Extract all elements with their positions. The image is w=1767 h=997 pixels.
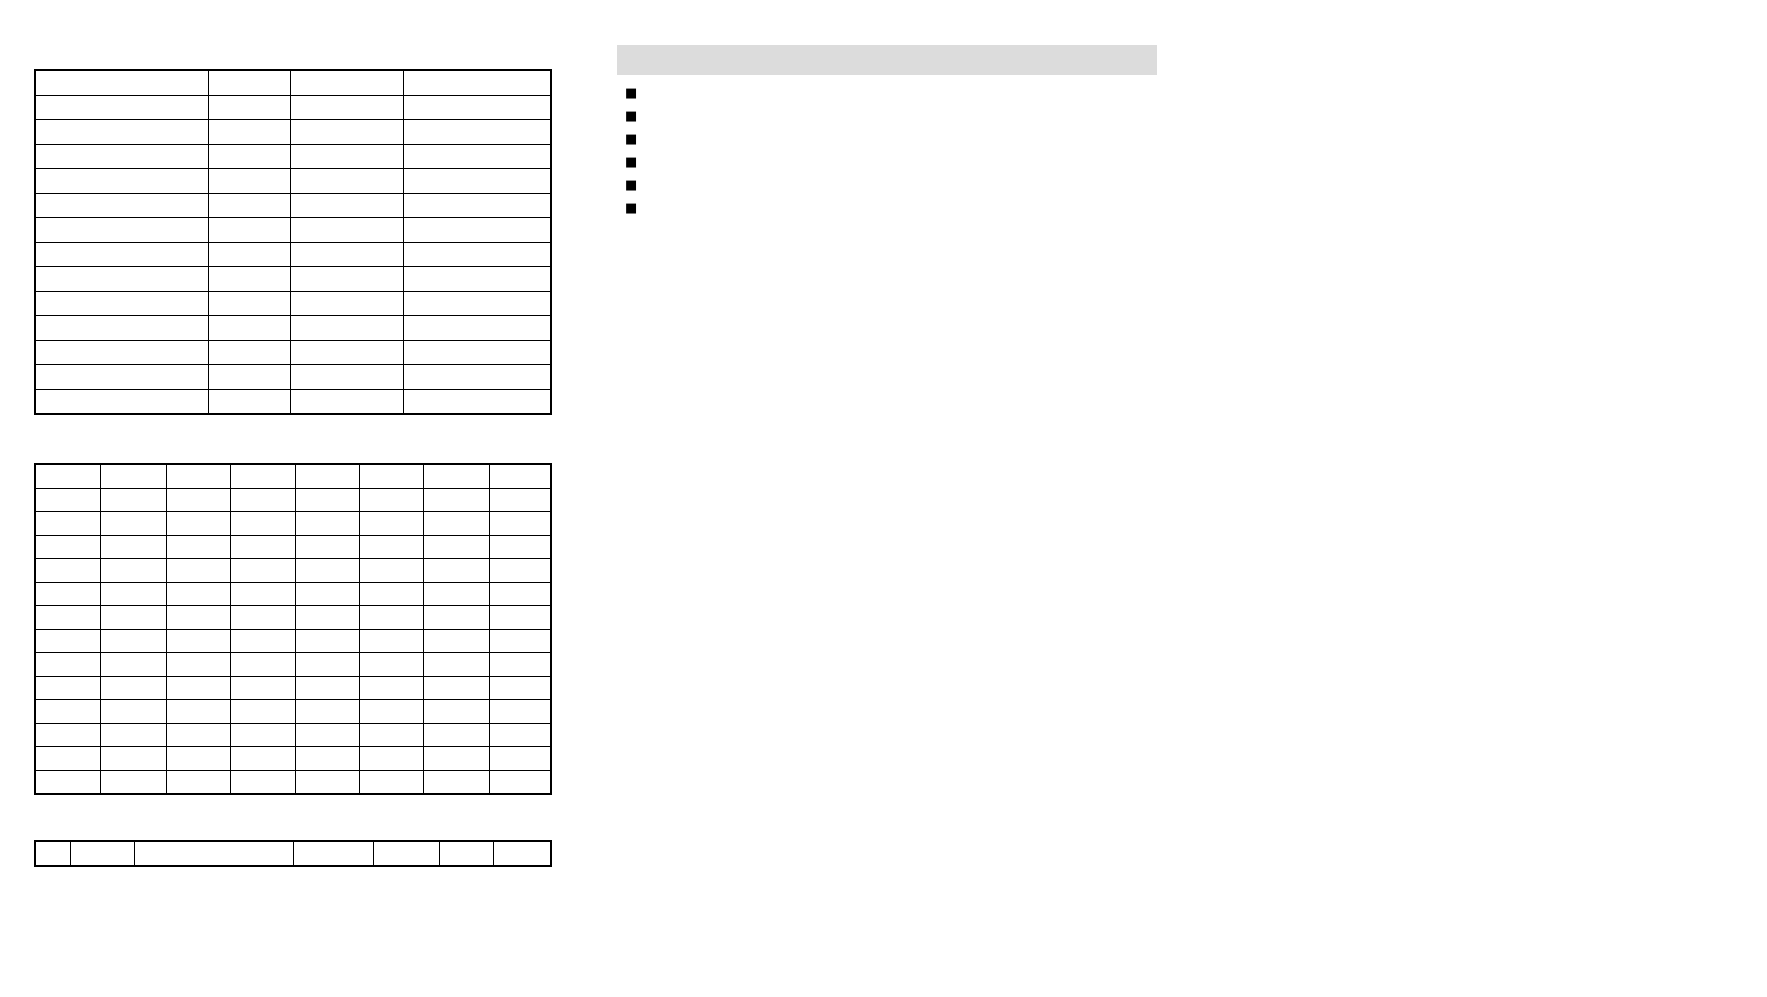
- district-header-row: [35, 464, 551, 488]
- worship-cell: [404, 389, 551, 414]
- notice-heading: [625, 153, 1165, 172]
- district-header-cell: [423, 464, 489, 488]
- worship-cell: [290, 267, 404, 292]
- worship-cell: [404, 291, 551, 316]
- district-header-cell: [230, 464, 296, 488]
- worship-cell: [404, 95, 551, 120]
- district-cell: [166, 770, 230, 794]
- worship-cell: [35, 144, 208, 169]
- district-cell: [489, 770, 551, 794]
- district-header-cell: [360, 464, 424, 488]
- district-cell: [423, 559, 489, 583]
- district-cell: [166, 747, 230, 771]
- district-cell: [360, 770, 424, 794]
- district-cell: [230, 606, 296, 630]
- district-cell: [423, 770, 489, 794]
- district-cell: [489, 653, 551, 677]
- worship-cell: [290, 193, 404, 218]
- district-cell: [166, 723, 230, 747]
- worship-cell: [290, 340, 404, 365]
- district-cell: [489, 700, 551, 724]
- worship-cell: [290, 95, 404, 120]
- district-header-cell: [296, 464, 360, 488]
- district-row: [35, 770, 551, 794]
- district-cell: [166, 512, 230, 536]
- worship-cell: [35, 291, 208, 316]
- meeting-heading: [625, 130, 1165, 149]
- worship-cell: [404, 242, 551, 267]
- worship-row: [35, 120, 551, 145]
- district-cell: [101, 582, 167, 606]
- worship-header-cell: [404, 70, 551, 95]
- district-cell: [423, 723, 489, 747]
- district-cell: [35, 723, 101, 747]
- district-row: [35, 629, 551, 653]
- worship-cell: [208, 95, 290, 120]
- worship-row: [35, 291, 551, 316]
- worship-row: [35, 316, 551, 341]
- worship-cell: [35, 169, 208, 194]
- worship-row: [35, 218, 551, 243]
- district-cell: [230, 770, 296, 794]
- worship-header-cell: [35, 70, 208, 95]
- district-cell: [360, 629, 424, 653]
- worship-row: [35, 242, 551, 267]
- visitor-header-cell: [294, 841, 374, 866]
- visitor-header-cell: [374, 841, 440, 866]
- visitor-header-cell: [35, 841, 71, 866]
- district-cell: [489, 723, 551, 747]
- district-cell: [423, 653, 489, 677]
- staff-news-heading: [625, 176, 1165, 195]
- district-cell: [296, 770, 360, 794]
- district-cell: [166, 535, 230, 559]
- district-cell: [35, 629, 101, 653]
- district-cell: [230, 629, 296, 653]
- worship-cell: [35, 365, 208, 390]
- district-cell: [296, 747, 360, 771]
- district-cell: [360, 747, 424, 771]
- district-row: [35, 559, 551, 583]
- worship-cell: [208, 267, 290, 292]
- worship-cell: [208, 316, 290, 341]
- district-cell: [360, 676, 424, 700]
- district-row: [35, 700, 551, 724]
- worship-cell: [290, 291, 404, 316]
- worship-cell: [35, 218, 208, 243]
- district-cell: [489, 488, 551, 512]
- visitor-header-cell: [135, 841, 294, 866]
- district-cell: [423, 582, 489, 606]
- worship-cell: [208, 144, 290, 169]
- worship-cell: [290, 242, 404, 267]
- district-row: [35, 535, 551, 559]
- district-cell: [101, 653, 167, 677]
- district-cell: [35, 770, 101, 794]
- worship-cell: [290, 218, 404, 243]
- visitor-header-cell: [71, 841, 135, 866]
- district-cell: [360, 723, 424, 747]
- district-cell: [35, 559, 101, 583]
- district-cell: [360, 653, 424, 677]
- worship-cell: [35, 120, 208, 145]
- district-cell: [101, 512, 167, 536]
- worship-cell: [208, 218, 290, 243]
- district-cell: [101, 535, 167, 559]
- prayer-heading: [625, 84, 1165, 103]
- district-cell: [230, 512, 296, 536]
- worship-row: [35, 267, 551, 292]
- worship-header-cell: [290, 70, 404, 95]
- love-feast-heading: [625, 199, 1165, 218]
- district-row: [35, 512, 551, 536]
- visitors-header-row: [35, 841, 551, 866]
- district-cell: [230, 747, 296, 771]
- district-cell: [166, 559, 230, 583]
- district-cell: [35, 747, 101, 771]
- district-cell: [166, 582, 230, 606]
- worship-schedule-table: [34, 69, 552, 415]
- district-cell: [166, 629, 230, 653]
- worship-row: [35, 389, 551, 414]
- district-row: [35, 653, 551, 677]
- district-cell: [423, 606, 489, 630]
- district-cell: [101, 606, 167, 630]
- new-family-table: [34, 840, 552, 867]
- district-cell: [296, 606, 360, 630]
- district-cell: [423, 535, 489, 559]
- district-cell: [101, 723, 167, 747]
- district-worship-table: [34, 463, 552, 795]
- district-cell: [489, 629, 551, 653]
- district-row: [35, 676, 551, 700]
- worship-cell: [290, 389, 404, 414]
- worship-row: [35, 340, 551, 365]
- worship-cell: [290, 365, 404, 390]
- district-cell: [296, 629, 360, 653]
- district-cell: [423, 747, 489, 771]
- worship-cell: [208, 340, 290, 365]
- worship-cell: [35, 242, 208, 267]
- district-cell: [101, 700, 167, 724]
- district-row: [35, 582, 551, 606]
- district-cell: [230, 535, 296, 559]
- worship-cell: [35, 340, 208, 365]
- district-cell: [230, 700, 296, 724]
- district-cell: [35, 653, 101, 677]
- district-cell: [230, 582, 296, 606]
- district-cell: [489, 676, 551, 700]
- worship-cell: [404, 365, 551, 390]
- district-cell: [423, 512, 489, 536]
- worship-cell: [208, 169, 290, 194]
- worship-cell: [404, 169, 551, 194]
- district-cell: [230, 559, 296, 583]
- district-row: [35, 747, 551, 771]
- district-row: [35, 723, 551, 747]
- district-row: [35, 488, 551, 512]
- worship-cell: [35, 95, 208, 120]
- district-cell: [360, 559, 424, 583]
- district-cell: [423, 700, 489, 724]
- district-cell: [489, 582, 551, 606]
- district-cell: [101, 629, 167, 653]
- district-cell: [35, 676, 101, 700]
- district-header-cell: [35, 464, 101, 488]
- district-cell: [296, 512, 360, 536]
- district-cell: [296, 582, 360, 606]
- district-cell: [296, 700, 360, 724]
- district-cell: [35, 582, 101, 606]
- district-cell: [230, 653, 296, 677]
- district-cell: [166, 676, 230, 700]
- worship-cell: [404, 316, 551, 341]
- district-cell: [296, 535, 360, 559]
- district-cell: [360, 488, 424, 512]
- district-header-cell: [101, 464, 167, 488]
- district-cell: [35, 700, 101, 724]
- visitor-header-cell: [493, 841, 551, 866]
- district-cell: [489, 535, 551, 559]
- worship-cell: [208, 389, 290, 414]
- worship-cell: [290, 316, 404, 341]
- district-cell: [423, 629, 489, 653]
- worship-row: [35, 144, 551, 169]
- district-cell: [360, 606, 424, 630]
- worship-header-cell: [208, 70, 290, 95]
- district-cell: [489, 606, 551, 630]
- district-cell: [360, 582, 424, 606]
- church-news-title: [617, 45, 1157, 75]
- district-cell: [101, 488, 167, 512]
- worship-cell: [404, 340, 551, 365]
- worship-cell: [35, 267, 208, 292]
- worship-cell: [404, 144, 551, 169]
- district-cell: [101, 747, 167, 771]
- district-cell: [101, 559, 167, 583]
- district-cell: [296, 653, 360, 677]
- district-cell: [35, 488, 101, 512]
- district-cell: [489, 559, 551, 583]
- worship-cell: [208, 120, 290, 145]
- worship-row: [35, 95, 551, 120]
- district-cell: [360, 535, 424, 559]
- worship-cell: [208, 291, 290, 316]
- worship-cell: [290, 144, 404, 169]
- district-cell: [296, 723, 360, 747]
- district-cell: [230, 676, 296, 700]
- worship-row: [35, 193, 551, 218]
- district-cell: [166, 653, 230, 677]
- worship-cell: [35, 193, 208, 218]
- district-cell: [360, 512, 424, 536]
- district-row: [35, 606, 551, 630]
- district-header-cell: [489, 464, 551, 488]
- district-cell: [423, 488, 489, 512]
- visitor-header-cell: [439, 841, 493, 866]
- worship-news-heading: [625, 107, 1165, 126]
- district-cell: [296, 488, 360, 512]
- worship-cell: [404, 267, 551, 292]
- district-cell: [166, 488, 230, 512]
- worship-cell: [35, 389, 208, 414]
- district-cell: [166, 700, 230, 724]
- worship-cell: [290, 120, 404, 145]
- district-cell: [230, 723, 296, 747]
- worship-row: [35, 365, 551, 390]
- district-cell: [166, 606, 230, 630]
- district-header-cell: [166, 464, 230, 488]
- district-cell: [230, 488, 296, 512]
- district-cell: [296, 676, 360, 700]
- church-news-body: [625, 80, 1165, 218]
- district-cell: [101, 676, 167, 700]
- worship-header-row: [35, 70, 551, 95]
- worship-cell: [290, 169, 404, 194]
- district-cell: [35, 535, 101, 559]
- worship-cell: [404, 218, 551, 243]
- district-cell: [360, 700, 424, 724]
- worship-cell: [208, 242, 290, 267]
- district-cell: [423, 676, 489, 700]
- worship-cell: [208, 365, 290, 390]
- district-cell: [489, 747, 551, 771]
- worship-row: [35, 169, 551, 194]
- district-cell: [101, 770, 167, 794]
- worship-cell: [208, 193, 290, 218]
- worship-cell: [404, 193, 551, 218]
- district-cell: [296, 559, 360, 583]
- worship-cell: [404, 120, 551, 145]
- district-cell: [489, 512, 551, 536]
- district-cell: [35, 512, 101, 536]
- district-cell: [35, 606, 101, 630]
- worship-cell: [35, 316, 208, 341]
